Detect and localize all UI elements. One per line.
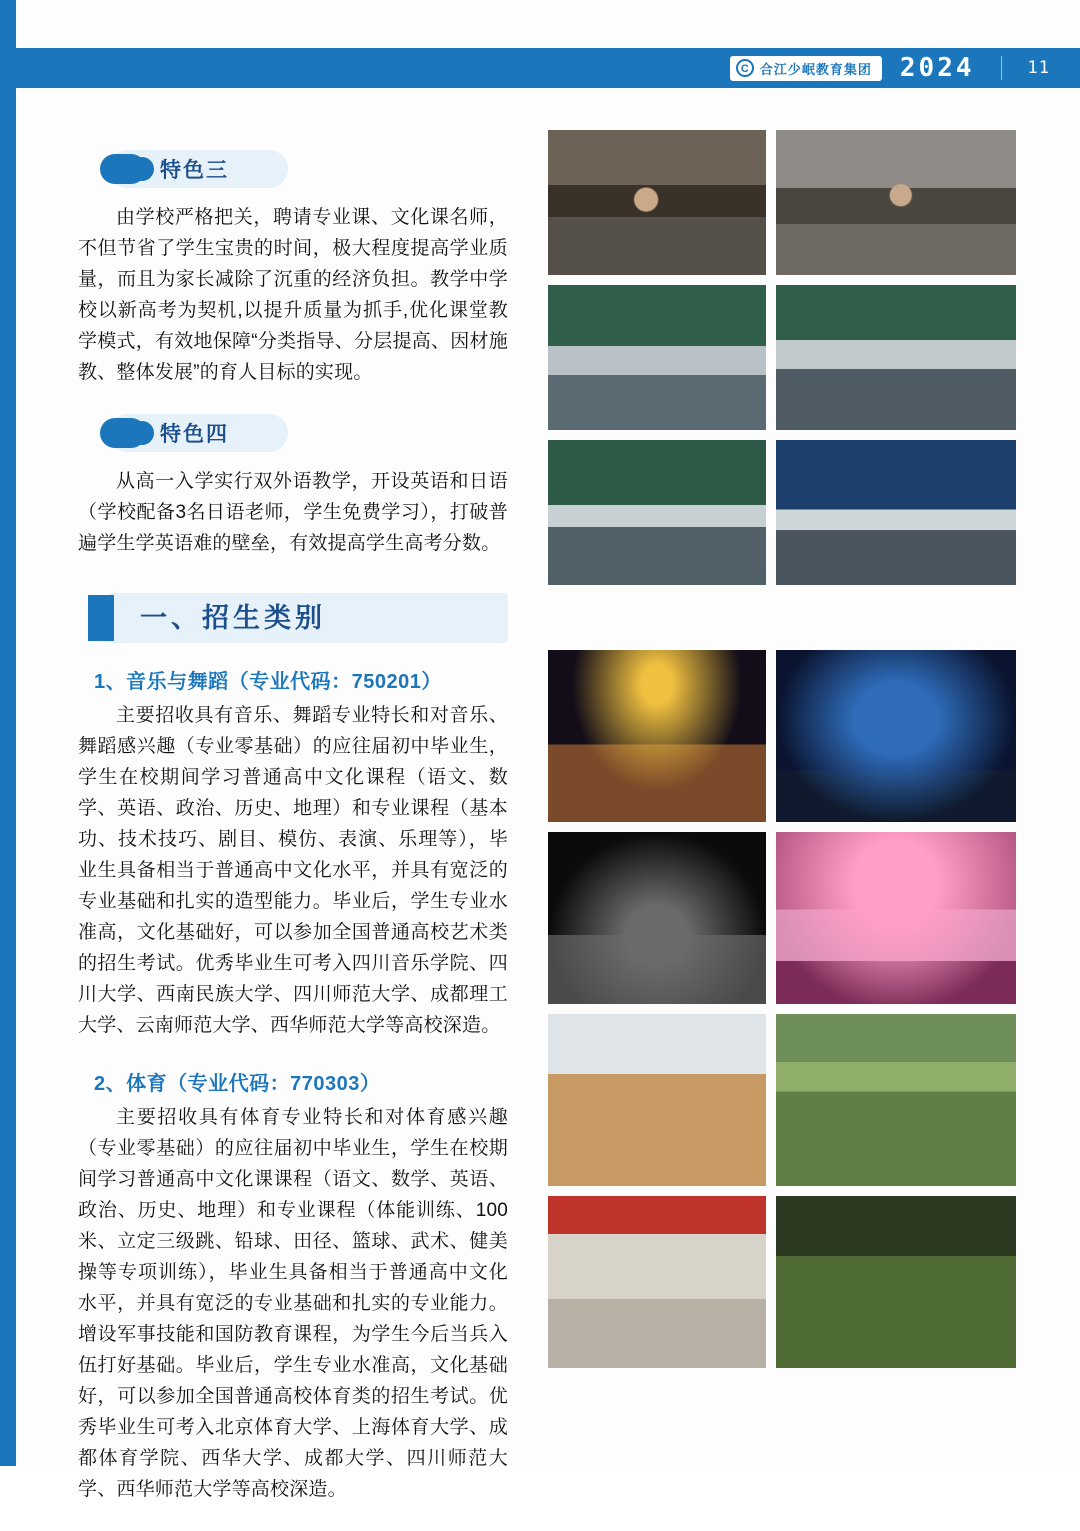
section-heading-text: 一、招生类别	[140, 603, 326, 633]
badge-dot-icon	[100, 418, 146, 448]
subheading-sports: 2、体育（专业代码：770303）	[94, 1073, 381, 1095]
brand-name: 合江少岷教育集团	[759, 61, 872, 77]
photo-grid-bottom	[548, 650, 1018, 1368]
page-header	[16, 48, 1080, 88]
paragraph-sports: 主要招收具有体育专业特长和对体育感兴趣（专业零基础）的应往届初中毕业生，学生在校期间学习普通高中文化课课程（语文、数学、英语、政治、历史、地理）和专业课程（体能训练、100米、立定三级跳、铅球、田径、篮球、武术、健美操等专项训练），毕业生具备相当于普通高中文化水平，并具有宽泛的专业基础和扎实的专业能力。增设军事技能和国防教育课程，为学生今后当兵入伍打好基础。毕业后，学生专业水准高，文化基础好，可以参加全国普通高校体育类的招生考试。优秀毕业生可考入北京体育大学、上海体育大学、成都体育学院、西华大学、成都大学、四川师范大学、西华师范大学等高校深造。	[78, 1107, 508, 1500]
paragraph-music-dance: 主要招收具有音乐、舞蹈专业特长和对音乐、舞蹈感兴趣（专业零基础）的应往届初中毕业生，学生在校期间学习普通高中文化课程（语文、数学、英语、政治、历史、地理）和专业课程（基本功、技术技巧、剧目、模仿、表演、乐理等），毕业生具备相当于普通高中文化水平，并具有宽泛的专业基础和扎实的造型能力。毕业后，学生专业水准高，文化基础好，可以参加全国普通高校艺术类的招生考试。优秀毕业生可考入四川音乐学院、四川大学、西南民族大学、四川师范大学、成都理工大学、云南师范大学、西华师范大学等高校深造。	[78, 705, 508, 1036]
section-heading-enrollment	[78, 593, 508, 643]
photo-dance-stage	[548, 650, 766, 822]
heading-accent-block	[88, 595, 114, 641]
photo-classroom-teaching-1	[548, 285, 766, 430]
photo-grid-top	[548, 130, 1018, 585]
photo-gymnastics-training	[548, 1014, 766, 1186]
page-left-accent-bar	[0, 0, 16, 1466]
subheading-music-dance: 1、音乐与舞蹈（专业代码：750201）	[94, 671, 442, 693]
header-year: 2024	[899, 53, 975, 83]
brand-logo	[730, 56, 882, 81]
photo-principal-office	[548, 130, 766, 275]
photo-piano-performance	[776, 650, 1016, 822]
feature-3-badge	[78, 150, 288, 188]
content-column	[78, 150, 508, 1531]
photo-weightlifting-training	[776, 1196, 1016, 1368]
header-divider	[1001, 56, 1002, 80]
photo-sports-meeting	[548, 1196, 766, 1368]
photo-teacher-office	[776, 130, 1016, 275]
photo-classroom-screen	[776, 440, 1016, 585]
photo-classroom-teaching-2	[776, 285, 1016, 430]
page-number: 11	[1027, 58, 1050, 78]
photo-choir-performance	[776, 832, 1016, 1004]
photo-classroom-teaching-3	[548, 440, 766, 585]
photo-outdoor-field-training	[776, 1014, 1016, 1186]
photo-dance-rehearsal	[548, 832, 766, 1004]
feature-4-badge	[78, 414, 288, 452]
logo-icon: C	[736, 59, 754, 77]
feature-3-paragraph: 由学校严格把关，聘请专业课、文化课名师，不但节省了学生宝贵的时间，极大程度提高学业质量，而且为家长减除了沉重的经济负担。教学中学校以新高考为契机,以提升质量为抓手,优化课堂教学模式，有效地保障“分类指导、分层提高、因材施教、整体发展”的育人目标的实现。	[78, 207, 508, 383]
feature-4-paragraph: 从高一入学实行双外语教学，开设英语和日语（学校配备3名日语老师，学生免费学习），打破普遍学生学英语难的壁垒，有效提高学生高考分数。	[78, 471, 508, 554]
feature-3-label: 特色三	[160, 159, 229, 182]
feature-4-label: 特色四	[160, 423, 229, 446]
badge-dot-icon	[100, 154, 146, 184]
